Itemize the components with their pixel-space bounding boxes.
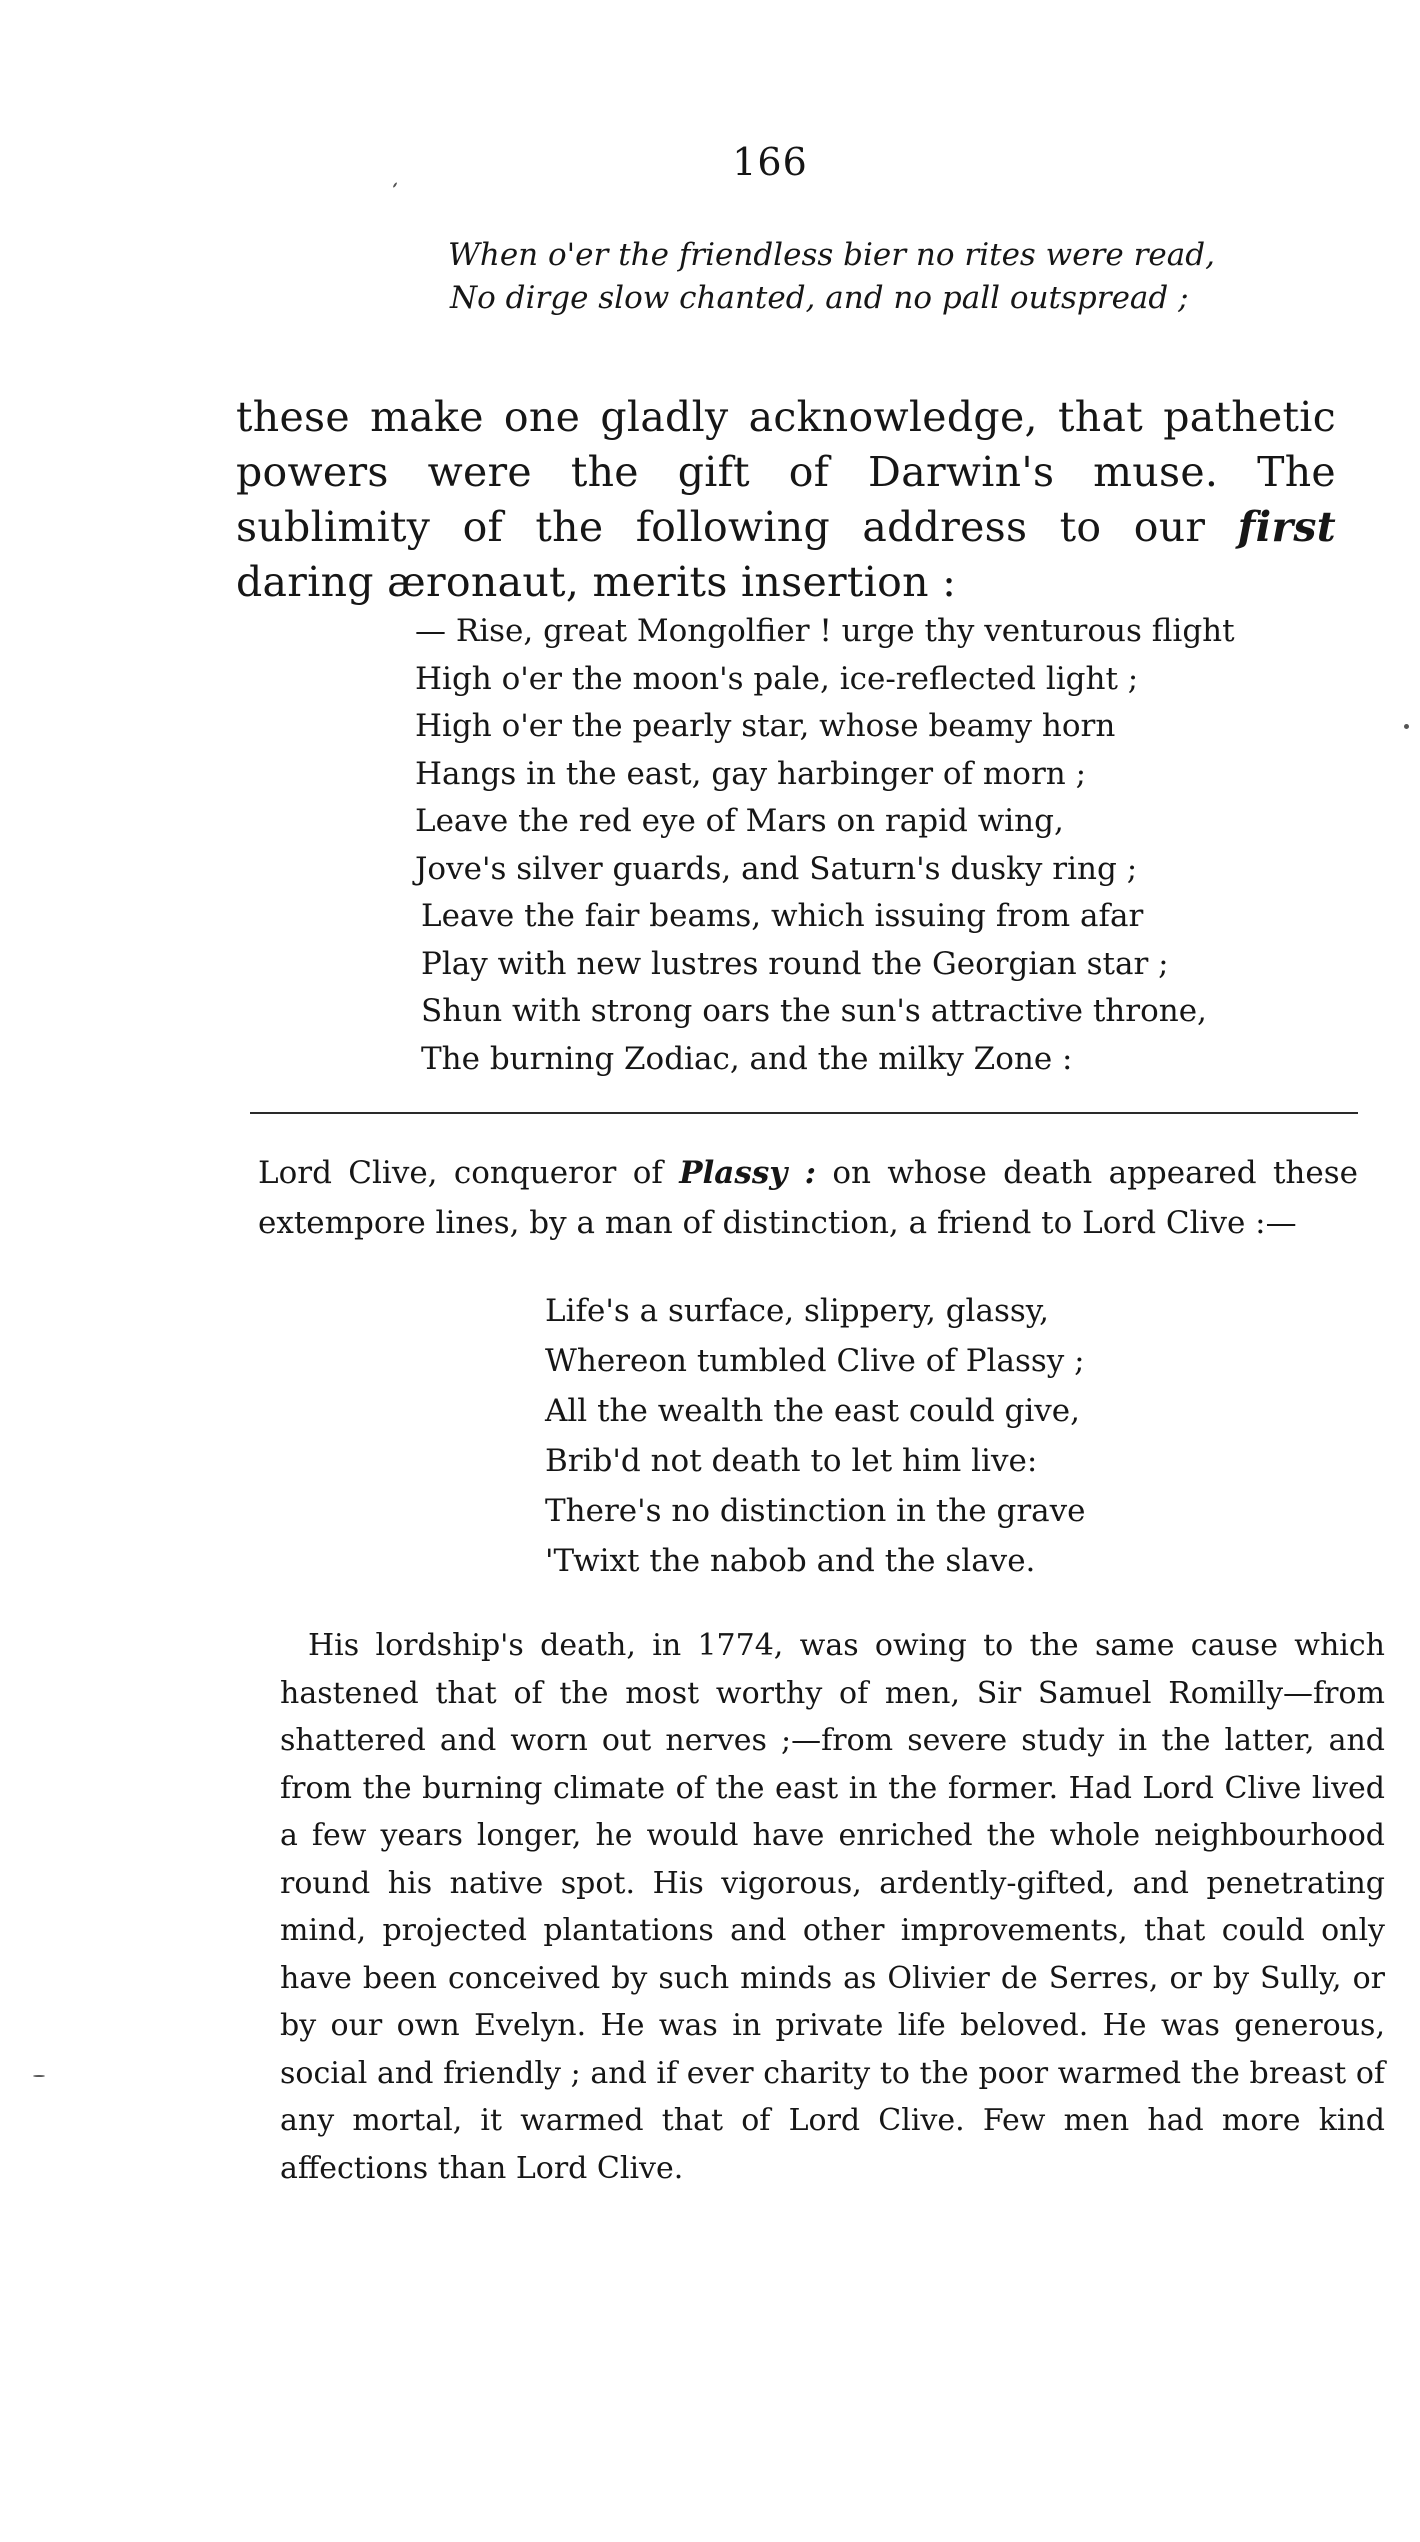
intro-emphasis: first [1237,503,1336,551]
clive-intro-emphasis: Plassy : [679,1155,817,1191]
intro-text: these make one gladly acknowledge, that pathetic powers were the gift of Darwin's muse. The sublimity of the following address to our [236,393,1336,551]
verse-line: There's no distinction in the grave [545,1493,1086,1529]
verse-line: — Rise, great Mongolfier ! urge thy venturous flight [415,613,1235,649]
verse-line: High o'er the pearly star, whose beamy horn [415,708,1116,744]
verse-line: All the wealth the east could give, [545,1393,1080,1429]
verse-plassy [545,1286,1086,1586]
verse-line: 'Twixt the nabob and the slave. [545,1543,1036,1579]
verse-line: Brib'd not death to let him live: [545,1443,1038,1479]
verse-line: Jove's silver guards, and Saturn's dusky ring ; [415,850,1138,887]
clive-intro-paragraph [258,1148,1358,1248]
verse-line: Leave the fair beams, which issuing from afar [421,898,1144,934]
verse-line: When o'er the friendless bier no rites were read, [448,237,1215,273]
verse-line: Shun with strong oars the sun's attractive throne, [421,993,1207,1029]
clive-intro-text: Lord Clive, conqueror of [258,1155,680,1191]
scan-speck [33,2075,45,2077]
clive-intro-text-end: on whose death appeared these extempore lines, by a man of distinction, a friend to Lord Clive :— [258,1155,1358,1241]
page-number: 166 [732,140,808,184]
verse-line: High o'er the moon's pale, ice-reflected light ; [415,660,1139,697]
verse-line: Hangs in the east, gay harbinger of morn ; [415,755,1087,792]
intro-text-end: daring æronaut, merits insertion : [236,558,957,606]
section-divider [250,1112,1358,1114]
verse-line: Leave the red eye of Mars on rapid wing, [415,803,1064,839]
scan-speck [1404,724,1409,729]
verse-friendless-bier [448,234,1215,320]
verse-line: Whereon tumbled Clive of Plassy ; [545,1343,1085,1379]
final-paragraph: His lordship's death, in 1774, was owing to the same cause which hastened that of the most worthy of men, Sir Samuel Romilly—from shattered and worn out nerves ;—from severe study in the latter, and from the burning climate of the east in the former. Had Lord Clive lived a few years longer, he would have enriched the whole neighbourhood round his native spot. His vigorous, ardently-gifted, and penetrating mind, projected plantations and other improvements, that could only have been conceived by such minds as Olivier de Serres, or by Sully, or by our own Evelyn. He was in private life beloved. He was generous, social and friendly ; and if ever charity to the poor warmed the breast of any mortal, it warmed that of Lord Clive. Few men had more kind affections than Lord Clive. [280,1628,1385,2186]
verse-line: Life's a surface, slippery, glassy, [545,1293,1050,1329]
verse-line: No dirge slow chanted, and no pall outspread ; [450,280,1189,316]
verse-line: Play with new lustres round the Georgian star ; [421,945,1169,982]
intro-paragraph [236,390,1336,610]
verse-line: The burning Zodiac, and the milky Zone : [421,1040,1073,1077]
verse-mongolfier [415,608,1235,1083]
